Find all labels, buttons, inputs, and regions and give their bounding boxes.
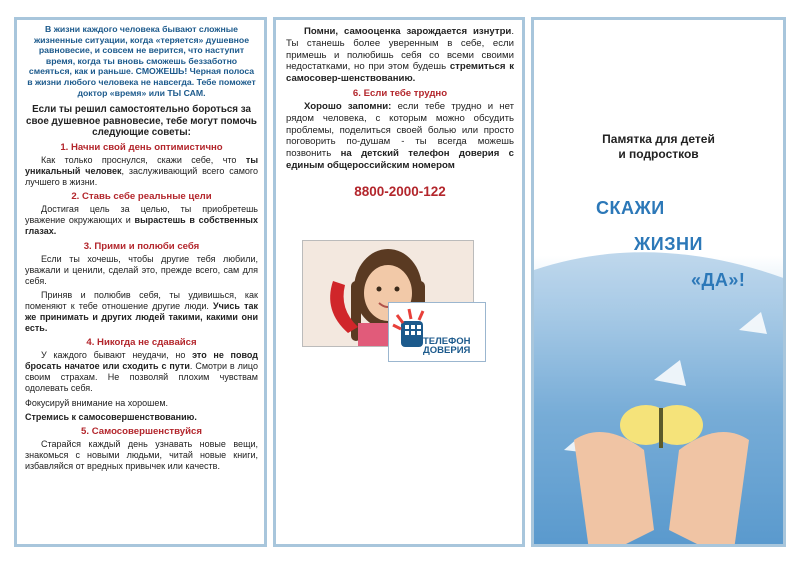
helpline-text: Хорошо запомни: если тебе трудно и нет рядом человека, с которым можно обсудить проблемы, поделиться своей болью или просто поговорить по-душам - ты всегда можешь позвонить на детский телефон доверия с единым общероссийским номером — [286, 100, 514, 171]
slogan-word-1: СКАЖИ — [596, 198, 665, 218]
intro-text: В жизни каждого человека бывают сложные жизненные ситуации, когда «теряется» душевное равновесие, и совсем не верится, что наступит время, когда ты вновь сможешь беззаботно смеяться, как и раньше. СМОЖЕШЬ! Черная полоса в жизни любого человека не навсегда. Тебе поможет доктор «время» или ТЫ САМ. — [27, 24, 256, 98]
tip-6-heading: 6. Если тебе трудно — [352, 87, 448, 99]
tip-1-heading: 1. Начни свой день оптимистично — [60, 141, 223, 153]
middle-panel — [273, 17, 525, 547]
tip-2-heading: 2. Ставь себе реальные цели — [71, 191, 212, 203]
advice-lead: Если ты решил самостоятельно бороться за свое душевное равновесие, тебе могут помочь следующие советы: — [26, 104, 257, 139]
tip-4-heading: 4. Никогда не сдавайся — [86, 337, 197, 349]
tip-3-heading: 3. Прими и полюби себя — [83, 240, 200, 252]
tip-5-heading: 5. Самосовершенствуйся — [81, 425, 202, 437]
slogan-word-2: ЖИЗНИ — [634, 234, 703, 254]
tip-2-text: Достигая цель за целью, ты приобретешь уважение окружающих и вырастешь в собственных глазах. — [25, 204, 258, 237]
slogan-word-3: «ДА»! — [691, 270, 746, 290]
tip-3-text-2: Приняв и полюбив себя, ты удивишься, как поменяют к тебе отношение другие люди. Учись так же принимать и других людей такими, какими они есть. — [25, 289, 258, 334]
tip-1-text: Как только проснулся, скажи себе, что ты уникальный человек, заслуживающий всего самого лучшего в жизни. — [25, 154, 258, 188]
cover-panel — [531, 17, 786, 547]
tip-4-focus: Фокусируй внимание на хорошем. — [25, 397, 169, 408]
tip-3-text: Если ты хочешь, чтобы другие тебя любили, уважали и ценили, сделай это, прежде всего, сам для себя. — [25, 253, 258, 286]
left-panel — [14, 17, 267, 547]
helpline-logo-text: ТЕЛЕФОН ДОВЕРИЯ — [423, 336, 471, 356]
tip-5-text: Старайся каждый день узнавать новые вещи, знакомься с новыми людьми, читай новые книги, избавляйся от вредных привычек или качеств. — [25, 438, 258, 471]
sky-background — [534, 20, 786, 547]
cover-subtitle: Памятка для детей и подростков — [602, 132, 715, 161]
self-esteem-text: Помни, самооценка зарождается изнутри. Ты станешь более уверенным в себе, если примешь и полюбишь себя со всеми своими недостатками, но при этом будешь стремиться к самосовер-шенствованию. — [286, 26, 514, 85]
tip-4-strive: Стремись к самосовершенствованию. — [25, 411, 197, 422]
helpline-logo — [388, 302, 486, 362]
helpline-number: 8800-2000-122 — [354, 183, 446, 199]
tip-4-text: У каждого бывают неудачи, но это не повод бросать начатое или сходить с пути. Смотри в лицо своим страхам. Не позволяй плохим чувствам одолевать себя. — [25, 350, 258, 394]
butterfly-icon — [620, 405, 703, 448]
